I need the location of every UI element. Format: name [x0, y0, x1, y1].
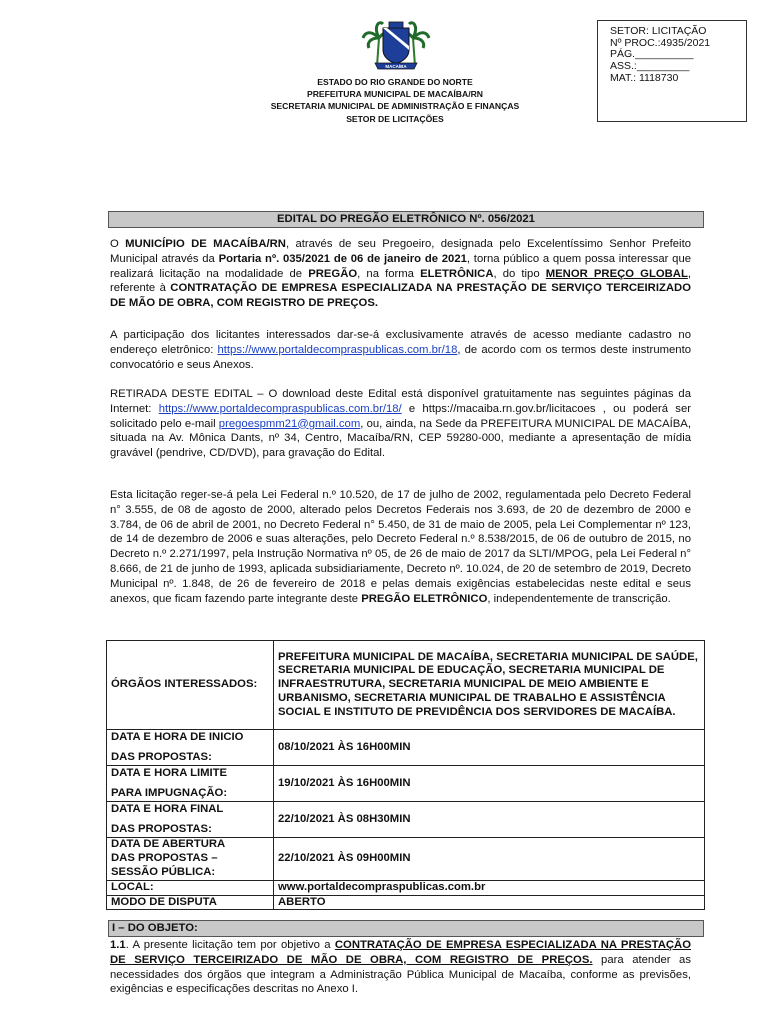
label-final: DATA E HORA FINAL DAS PROPOSTAS: — [107, 802, 274, 838]
sector-mat: MAT.: 1118730 — [610, 71, 679, 84]
section-objeto-title: I – DO OBJETO: — [108, 920, 704, 937]
email-link[interactable]: pregoespmm21@gmail.com — [218, 417, 361, 430]
table-row — [107, 641, 705, 730]
sector-proc: Nº PROC.:4935/2021 — [610, 36, 711, 49]
label-local: LOCAL: — [107, 881, 274, 896]
label-orgaos: ÓRGÃOS INTERESSADOS: — [107, 641, 274, 730]
table-row — [107, 895, 705, 910]
sector-setor: SETOR: LICITAÇÃO — [610, 25, 707, 37]
value-modo: ABERTO — [274, 895, 705, 910]
header-secretaria: SECRETARIA MUNICIPAL DE ADMINISTRAÇÃO E FINANÇAS — [270, 101, 520, 111]
portal-link[interactable]: https://www.portaldecompraspublicas.com.br/18 — [217, 343, 458, 356]
legal-basis-paragraph: Esta licitação reger-se-á pela Lei Federal n.º 10.520, de 17 de julho de 2002, regulamentada pelo Decreto Federal n° 3.555, de 08 de agosto de 2000, alterado pelos Decretos Federais nos 3.693, de 20 de dezembro de 2000 e 3.784, de 06 de abril de 2001, no Decreto Federal n° 5.450, de 31 de maio de 2005, pela Lei Complementar nº 123, de 14 de dezembro de 2006 e suas alterações, pelo Decreto Federal n.º 8.538/2015, de 06 de outubro de 2015, no Decreto n.º 2.271/1997, pela Instrução Normativa nº 05, de 26 de maio de 2017 da SLTI/MPOG, pela Lei Federal n° 8.666, de 21 de junho de 1993, aplicada subsidiariamente, Decreto nº. 10.024, de 20 de setembro de 2019, Decreto Municipal nº. 1.848, de 26 de fevereiro de 2018 e pelas demais exigências estabelecidas neste edital e seus anexos, que ficam fazendo parte integrante deste PREGÃO ELETRÔNICO, independentemente de transcrição. — [110, 489, 691, 605]
table-row — [107, 730, 705, 766]
table-row — [107, 766, 705, 802]
label-modo: MODO DE DISPUTA — [107, 895, 274, 910]
header-state: ESTADO DO RIO GRANDE DO NORTE — [317, 77, 473, 87]
retrieval-paragraph: RETIRADA DESTE EDITAL – O download deste Edital está disponível gratuitamente nas seguintes páginas da Internet: https://www.portaldecompraspublicas.com.br/18/ e https://macaiba.rn.gov.br/licitacoes , ou poderá ser solicitado pelo e-mail pregoespmm21@gmail.com, ou, ainda, na Sede da PREFEITURA MUNICIPAL DE MACAÍBA, situada na Av. Mônica Dants, nº 34, Centro, Macaíba/RN, CEP 59280-000, mediante a apresentação de mídia gravável (pendrive, CD/DVD), para gravação do Edital. — [110, 388, 691, 460]
value-orgaos: PREFEITURA MUNICIPAL DE MACAÍBA, SECRETARIA MUNICIPAL DE SAÚDE, SECRETARIA MUNICIPAL DE EDUCAÇÃO, SECRETARIA MUNICIPAL DE INFRAESTRUTURA, SECRETARIA MUNICIPAL DE MEIO AMBIENTE E URBANISMO, SECRETARIA MUNICIPAL DE TRABALHO E ASSISTÊNCIA SOCIAL E INSTITUTO DE PREVIDÊNCIA DOS SERVIDORES DE MACAÍBA. — [274, 641, 705, 730]
macaiba-crest-logo — [361, 16, 431, 74]
value-inicio: 08/10/2021 ÀS 16H00MIN — [274, 730, 705, 766]
value-abertura: 22/10/2021 ÀS 09H00MIN — [274, 838, 705, 881]
sector-stamp-box — [597, 20, 747, 122]
label-impugnacao: DATA E HORA LIMITE PARA IMPUGNAÇÃO: — [107, 766, 274, 802]
table-row — [107, 838, 705, 881]
value-final: 22/10/2021 ÀS 08H30MIN — [274, 802, 705, 838]
intro-paragraph: O MUNICÍPIO DE MACAÍBA/RN, através de seu Pregoeiro, designada pelo Excelentíssimo Senhor Prefeito Municipal através da Portaria nº. 035/2021 de 06 de janeiro de 2021, torna público a quem possa interessar que realizará licitação na modalidade de PREGÃO, na forma ELETRÔNICA, do tipo MENOR PREÇO GLOBAL, referente à CONTRATAÇÃO DE EMPRESA ESPECIALIZADA NA PRESTAÇÃO DE SERVIÇO TERCEIRIZADO DE MÃO DE OBRA, COM REGISTRO DE PREÇOS. — [110, 238, 692, 310]
objeto-paragraph: 1.1. A presente licitação tem por objetivo a CONTRATAÇÃO DE EMPRESA ESPECIALIZADA NA PRESTAÇÃO DE SERVIÇO TERCEIRIZADO DE MÃO DE OBRA, COM REGISTRO DE PREÇOS. para atender as necessidades dos órgãos que integram a Administração Pública Municipal de Macaíba, conforme as previsões, exigências e especificações descritas no Anexo I. — [110, 939, 691, 996]
value-local: www.portaldecompraspublicas.com.br — [274, 881, 705, 896]
sector-pag: PÁG.__________ — [610, 48, 694, 61]
portal-link-2[interactable]: https://www.portaldecompraspublicas.com.br/18/ — [158, 402, 402, 415]
crest-label: MACAÍBA — [385, 64, 407, 69]
table-row — [107, 802, 705, 838]
sector-ass: ASS.:_________ — [610, 60, 690, 73]
document-title: EDITAL DO PREGÃO ELETRÔNICO Nº. 056/2021 — [108, 211, 704, 228]
label-abertura: DATA DE ABERTURA DAS PROPOSTAS – SESSÃO PÚBLICA: — [107, 838, 274, 881]
value-impugnacao: 19/10/2021 ÀS 16H00MIN — [274, 766, 705, 802]
participation-paragraph: A participação dos licitantes interessados dar-se-á exclusivamente através de acesso mediante cadastro no endereço eletrônico: https://www.portaldecompraspublicas.com.br/18, de acordo com os termos deste instrumento convocatório e seus Anexos. — [110, 329, 691, 371]
label-inicio: DATA E HORA DE INICIO DAS PROPOSTAS: — [107, 730, 274, 766]
header-setor: SETOR DE LICITAÇÕES — [346, 114, 444, 124]
header-prefeitura: PREFEITURA MUNICIPAL DE MACAÍBA/RN — [306, 89, 483, 99]
table-row — [107, 881, 705, 896]
edital-info-table — [106, 640, 705, 910]
